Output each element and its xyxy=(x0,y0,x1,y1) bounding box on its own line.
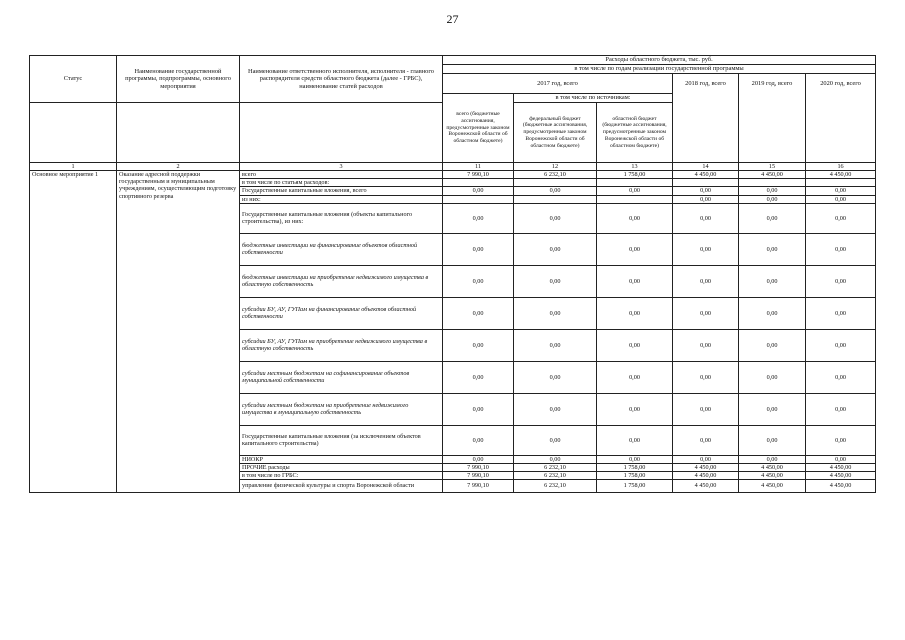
cell-v12: 6 232,10 xyxy=(514,171,597,179)
cell-v11: 0,00 xyxy=(443,361,514,393)
cell-v11: 0,00 xyxy=(443,329,514,361)
col-number: 1 xyxy=(30,163,117,171)
col-number: 13 xyxy=(597,163,673,171)
cell-v13: 0,00 xyxy=(597,203,673,233)
cell-v16: 0,00 xyxy=(806,187,876,195)
header-expenses-title: Расходы областного бюджета, тыс. руб. xyxy=(443,56,876,65)
row-label: бюджетные инвестиции на финансирование объектов областной собственности xyxy=(240,233,443,265)
cell-v13: 1 758,00 xyxy=(597,463,673,471)
cell-v15: 0,00 xyxy=(739,195,806,203)
cell-v12: 0,00 xyxy=(514,425,597,455)
cell-v14: 0,00 xyxy=(673,455,739,463)
cell-v12: 0,00 xyxy=(514,361,597,393)
cell-v15: 0,00 xyxy=(739,393,806,425)
cell-v11: 0,00 xyxy=(443,187,514,195)
header-federal-desc: федеральный бюджет (бюджетные ассигнования, предусмотренные законом Воронежской области об областном бюджете) xyxy=(514,103,597,163)
cell-v13: 0,00 xyxy=(597,233,673,265)
cell-v13 xyxy=(597,195,673,203)
col-number: 12 xyxy=(514,163,597,171)
cell-v15: 4 450,00 xyxy=(739,480,806,493)
cell-v12: 0,00 xyxy=(514,455,597,463)
row-label: Государственные капитальные вложения (за исключением объектов капитального строительства) xyxy=(240,425,443,455)
header-program-name: Наименование государственной программы, подпрограммы, основного мероприятия xyxy=(117,56,240,103)
cell-v16: 0,00 xyxy=(806,455,876,463)
cell-v11: 7 990,10 xyxy=(443,171,514,179)
cell-v16: 0,00 xyxy=(806,393,876,425)
cell-v13: 0,00 xyxy=(597,265,673,297)
row-label: всего xyxy=(240,171,443,179)
cell-v15: 0,00 xyxy=(739,455,806,463)
header-year-2017: 2017 год, всего xyxy=(443,74,673,94)
budget-table xyxy=(29,55,876,493)
cell-v13: 0,00 xyxy=(597,393,673,425)
cell-v15: 0,00 xyxy=(739,361,806,393)
cell-v15: 0,00 xyxy=(739,425,806,455)
cell-v16: 0,00 xyxy=(806,265,876,297)
cell-v12 xyxy=(514,179,597,187)
cell-v14: 0,00 xyxy=(673,425,739,455)
measure-name: Оказание адресной поддержки государственным и муниципальным учреждениям, осуществляющим подготовку спортивного резерва xyxy=(117,171,240,493)
header-status: Статус xyxy=(30,56,117,103)
row-label: в том числе по статьям расходов: xyxy=(240,179,443,187)
cell-v14: 0,00 xyxy=(673,297,739,329)
cell-v11: 7 990,10 xyxy=(443,480,514,493)
header-year-2020: 2020 год, всего xyxy=(806,74,876,163)
cell-v15: 0,00 xyxy=(739,187,806,195)
cell-v16: 4 450,00 xyxy=(806,480,876,493)
cell-v11: 0,00 xyxy=(443,203,514,233)
cell-v11 xyxy=(443,195,514,203)
cell-v14: 0,00 xyxy=(673,203,739,233)
row-label: субсидии БУ, АУ, ГУПам на приобретение недвижимого имущества в областную собственность xyxy=(240,329,443,361)
cell-v14: 0,00 xyxy=(673,329,739,361)
col-number: 11 xyxy=(443,163,514,171)
cell-v11: 0,00 xyxy=(443,297,514,329)
cell-v14: 0,00 xyxy=(673,187,739,195)
cell-v15: 4 450,00 xyxy=(739,171,806,179)
header-year-2019: 2019 год, всего xyxy=(739,74,806,163)
cell-v14: 0,00 xyxy=(673,361,739,393)
cell-v14: 0,00 xyxy=(673,265,739,297)
cell-v14: 0,00 xyxy=(673,195,739,203)
header-by-sources: в том числе по источникам: xyxy=(514,94,673,103)
cell-v11: 0,00 xyxy=(443,265,514,297)
cell-v14: 4 450,00 xyxy=(673,471,739,479)
cell-v14: 4 450,00 xyxy=(673,171,739,179)
row-label: субсидии местным бюджетам на приобретение недвижимого имущества в муниципальную собственность xyxy=(240,393,443,425)
cell-v13: 0,00 xyxy=(597,329,673,361)
row-label: субсидии местным бюджетам на софинансирование объектов муниципальной собственности xyxy=(240,361,443,393)
cell-v12: 0,00 xyxy=(514,233,597,265)
cell-v15: 0,00 xyxy=(739,233,806,265)
cell-v13: 0,00 xyxy=(597,297,673,329)
cell-v12: 0,00 xyxy=(514,203,597,233)
cell-v16: 0,00 xyxy=(806,329,876,361)
row-label: бюджетные инвестиции на приобретение недвижимого имущества в областную собственность xyxy=(240,265,443,297)
cell-v16: 0,00 xyxy=(806,195,876,203)
cell-v16: 4 450,00 xyxy=(806,463,876,471)
row-label: ПРОЧИЕ расходы xyxy=(240,463,443,471)
page-number: 27 xyxy=(446,12,459,26)
cell-v14 xyxy=(673,179,739,187)
header-year-2018: 2018 год, всего xyxy=(673,74,739,163)
cell-v16: 0,00 xyxy=(806,425,876,455)
row-label: из них: xyxy=(240,195,443,203)
measure-status: Основное мероприятие 1 xyxy=(30,171,117,493)
cell-v11: 0,00 xyxy=(443,233,514,265)
header-total-desc: всего (бюджетные ассигнования, предусмотренные законом Воронежской области об областном бюджете) xyxy=(443,94,514,163)
cell-v12: 0,00 xyxy=(514,265,597,297)
cell-v14: 4 450,00 xyxy=(673,480,739,493)
cell-v15: 0,00 xyxy=(739,203,806,233)
cell-v12: 6 232,10 xyxy=(514,463,597,471)
header-by-years: в том числе по годам реализации государственной программы xyxy=(443,65,876,74)
cell-v13: 1 758,00 xyxy=(597,171,673,179)
cell-v15 xyxy=(739,179,806,187)
cell-v13: 1 758,00 xyxy=(597,480,673,493)
col-number: 14 xyxy=(673,163,739,171)
cell-v16: 0,00 xyxy=(806,203,876,233)
cell-v15: 0,00 xyxy=(739,297,806,329)
col-number: 3 xyxy=(240,163,443,171)
cell-v13: 0,00 xyxy=(597,425,673,455)
row-label: в том числе по ГРБС: xyxy=(240,471,443,479)
cell-v11 xyxy=(443,179,514,187)
cell-v16: 0,00 xyxy=(806,233,876,265)
cell-v15: 0,00 xyxy=(739,329,806,361)
cell-v14: 0,00 xyxy=(673,233,739,265)
cell-v16: 4 450,00 xyxy=(806,171,876,179)
cell-v15: 0,00 xyxy=(739,265,806,297)
cell-v11: 0,00 xyxy=(443,393,514,425)
cell-v14: 0,00 xyxy=(673,393,739,425)
col-number: 16 xyxy=(806,163,876,171)
cell-v11: 0,00 xyxy=(443,455,514,463)
cell-v11: 7 990,10 xyxy=(443,463,514,471)
cell-v16: 4 450,00 xyxy=(806,471,876,479)
cell-v12: 0,00 xyxy=(514,187,597,195)
cell-v13 xyxy=(597,179,673,187)
cell-v13: 0,00 xyxy=(597,455,673,463)
table-row xyxy=(30,171,876,179)
cell-v11: 0,00 xyxy=(443,425,514,455)
cell-v16 xyxy=(806,179,876,187)
cell-v15: 4 450,00 xyxy=(739,463,806,471)
cell-v12: 0,00 xyxy=(514,393,597,425)
cell-v11: 7 990,10 xyxy=(443,471,514,479)
cell-v12: 0,00 xyxy=(514,329,597,361)
cell-v15: 4 450,00 xyxy=(739,471,806,479)
cell-v16: 0,00 xyxy=(806,361,876,393)
col-number: 15 xyxy=(739,163,806,171)
cell-v13: 0,00 xyxy=(597,361,673,393)
cell-v12 xyxy=(514,195,597,203)
header-executor: Наименование ответственного исполнителя, исполнителя - главного распорядителя средств областного бюджета (далее - ГРБС), наименование статей расходов xyxy=(240,56,443,103)
cell-v13: 0,00 xyxy=(597,187,673,195)
row-label: Государственные капитальные вложения (объекты капитального строительства), из них: xyxy=(240,203,443,233)
row-label: НИОКР xyxy=(240,455,443,463)
col-number: 2 xyxy=(117,163,240,171)
cell-v14: 4 450,00 xyxy=(673,463,739,471)
cell-v13: 1 758,00 xyxy=(597,471,673,479)
header-regional-desc: областной бюджет (бюджетные ассигнования, предусмотренные законом Воронежской области об областном бюджете) xyxy=(597,103,673,163)
row-label: субсидии БУ, АУ, ГУПам на финансирование объектов областной собственности xyxy=(240,297,443,329)
cell-v12: 6 232,10 xyxy=(514,480,597,493)
cell-v12: 6 232,10 xyxy=(514,471,597,479)
cell-v12: 0,00 xyxy=(514,297,597,329)
cell-v16: 0,00 xyxy=(806,297,876,329)
row-label: управление физической культуры и спорта Воронежской области xyxy=(240,480,443,493)
row-label: Государственные капитальные вложения, всего xyxy=(240,187,443,195)
